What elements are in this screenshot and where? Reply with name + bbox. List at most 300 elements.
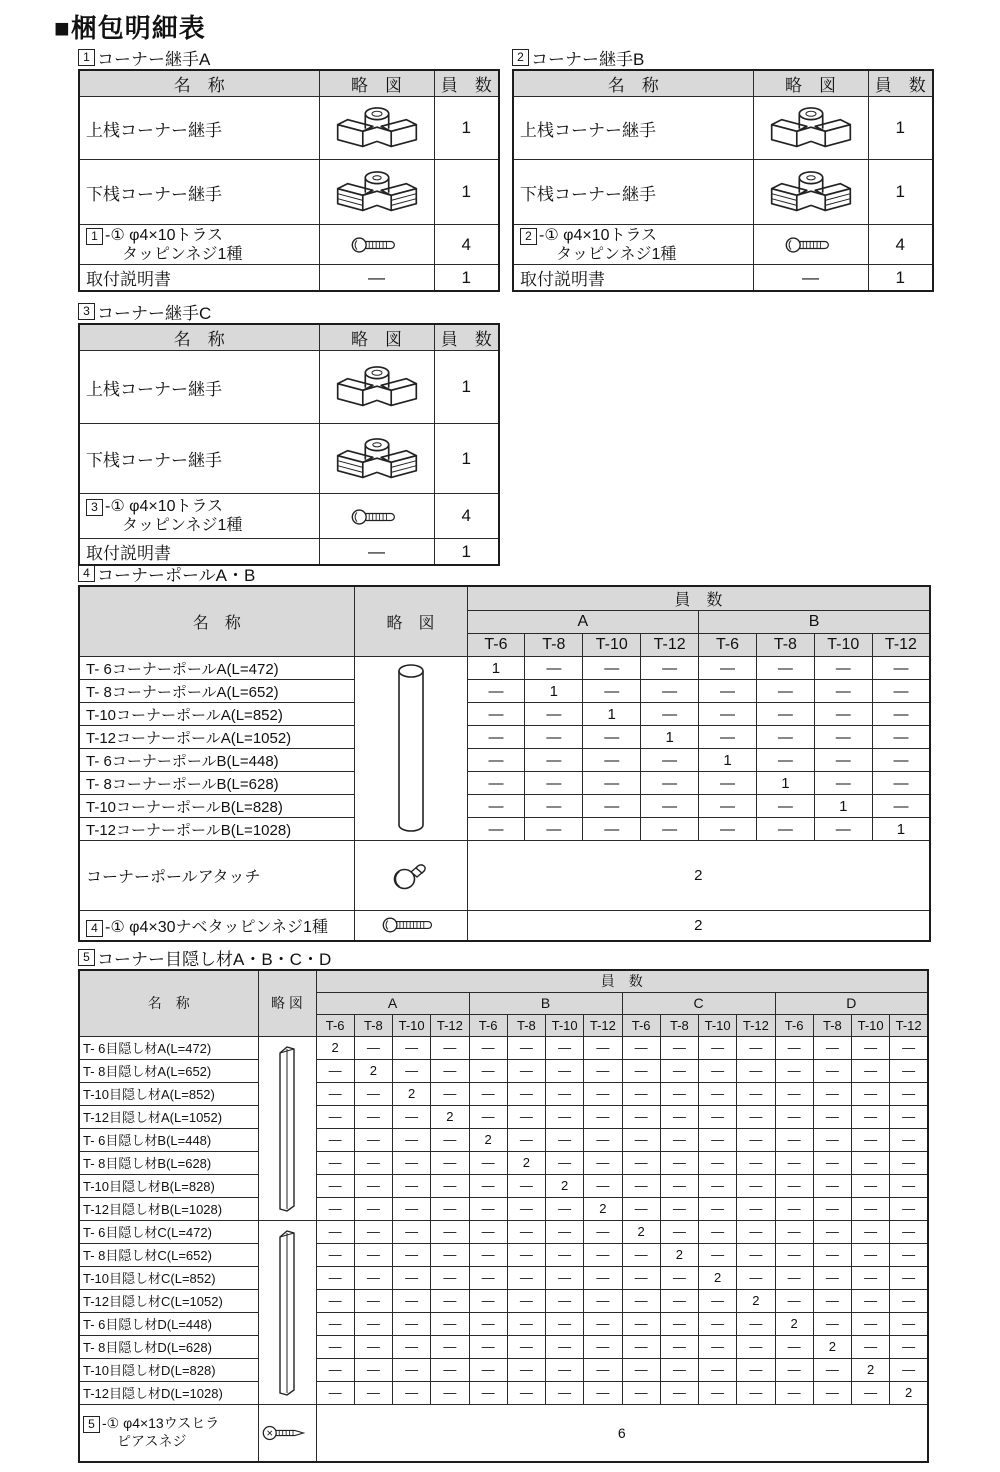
- table-label: [78, 562, 931, 584]
- qty-cell: —: [813, 1243, 851, 1266]
- qty-cell: —: [699, 1105, 737, 1128]
- qty-cell: —: [872, 795, 930, 818]
- qty-cell: —: [660, 1059, 698, 1082]
- qty-cell: —: [467, 726, 525, 749]
- section-corner-joint-c: [78, 300, 500, 566]
- qty-cell: —: [660, 1036, 698, 1059]
- size-header: T-8: [525, 634, 583, 657]
- table-title: コーナー継手C: [97, 303, 212, 323]
- qty-cell: —: [393, 1105, 431, 1128]
- size-header: T-8: [507, 1014, 545, 1036]
- part-name-line2: タッピンネジ1種: [122, 245, 243, 263]
- qty-cell: —: [431, 1151, 469, 1174]
- qty-cell: —: [890, 1335, 928, 1358]
- table-row: [513, 225, 933, 265]
- part-ref-box: 3: [86, 499, 103, 516]
- page-title: ■梱包明細表: [54, 13, 206, 43]
- qty-cell: —: [469, 1197, 507, 1220]
- item-name-cell: T- 8目隠し材B(L=628): [79, 1151, 258, 1174]
- table-title: コーナー目隠し材A・B・C・D: [97, 949, 332, 969]
- qty-cell: —: [546, 1105, 584, 1128]
- qty-cell: —: [546, 1381, 584, 1404]
- qty-cell: —: [852, 1243, 890, 1266]
- qty-cell: —: [660, 1312, 698, 1335]
- qty-cell: —: [546, 1082, 584, 1105]
- qty-cell: —: [431, 1128, 469, 1151]
- column-header-name: 名 称: [79, 586, 354, 657]
- qty-cell: 1: [641, 726, 699, 749]
- cover-material-profile-icon: [274, 1303, 300, 1318]
- parts-table: [78, 323, 500, 566]
- table-row: [79, 1174, 928, 1197]
- qty-cell: 6: [316, 1404, 928, 1462]
- qty-cell: —: [622, 1266, 660, 1289]
- qty-cell: —: [354, 1335, 392, 1358]
- item-name-cell: 下桟コーナー継手: [79, 160, 319, 225]
- qty-cell: —: [890, 1082, 928, 1105]
- lower-corner-joint-icon: [331, 448, 423, 467]
- qty-cell: —: [814, 680, 872, 703]
- qty-cell: —: [546, 1243, 584, 1266]
- qty-cell: 2: [546, 1174, 584, 1197]
- qty-cell: —: [431, 1036, 469, 1059]
- table-row: [79, 424, 499, 494]
- qty-cell: —: [316, 1381, 354, 1404]
- qty-cell: —: [813, 1381, 851, 1404]
- qty-cell: —: [584, 1243, 622, 1266]
- table-row: [79, 795, 930, 818]
- qty-cell: —: [584, 1335, 622, 1358]
- qty-cell: —: [699, 1220, 737, 1243]
- qty-cell: —: [584, 1312, 622, 1335]
- qty-cell: —: [775, 1220, 813, 1243]
- qty-cell: —: [660, 1197, 698, 1220]
- part-name-line2: ピアスネジ: [117, 1433, 187, 1450]
- column-header-sketch: 略 図: [753, 70, 868, 97]
- qty-cell: —: [507, 1358, 545, 1381]
- size-header: T-10: [814, 634, 872, 657]
- qty-cell: 1: [583, 703, 641, 726]
- qty-cell: —: [354, 1358, 392, 1381]
- size-header: T-6: [699, 634, 757, 657]
- qty-cell: —: [775, 1358, 813, 1381]
- qty-cell: —: [431, 1312, 469, 1335]
- table-row: [79, 1197, 928, 1220]
- section-number-box: 1: [78, 49, 95, 66]
- qty-cell: —: [813, 1128, 851, 1151]
- column-header-name: 名 称: [79, 324, 319, 351]
- qty-cell: —: [775, 1036, 813, 1059]
- qty-cell: —: [814, 657, 872, 680]
- qty-cell: —: [469, 1082, 507, 1105]
- qty-cell: —: [890, 1059, 928, 1082]
- qty-cell: —: [354, 1197, 392, 1220]
- qty-cell: —: [699, 1174, 737, 1197]
- qty-cell: —: [316, 1151, 354, 1174]
- item-name-cell: T- 6コーナーポールB(L=448): [79, 749, 354, 772]
- qty-cell: —: [872, 657, 930, 680]
- parts-matrix-table: [78, 585, 931, 942]
- qty-cell: —: [469, 1289, 507, 1312]
- qty-cell: —: [814, 818, 872, 841]
- qty-cell: —: [431, 1381, 469, 1404]
- qty-cell: —: [469, 1335, 507, 1358]
- table-row: [79, 749, 930, 772]
- qty-cell: —: [467, 772, 525, 795]
- parts-table: [512, 69, 934, 292]
- qty-cell: —: [507, 1128, 545, 1151]
- qty-cell: —: [546, 1128, 584, 1151]
- item-name-cell: T-10コーナーポールB(L=828): [79, 795, 354, 818]
- qty-cell: —: [584, 1036, 622, 1059]
- upper-corner-joint-icon: [765, 117, 857, 136]
- qty-cell: —: [660, 1335, 698, 1358]
- qty-cell: —: [622, 1036, 660, 1059]
- lower-corner-joint-icon: [331, 181, 423, 200]
- column-header-qty: 員 数: [434, 324, 499, 351]
- table-row: [513, 160, 933, 225]
- qty-cell: —: [584, 1151, 622, 1174]
- table-row: [79, 1151, 928, 1174]
- column-header-qty: 員 数: [868, 70, 933, 97]
- table-row: [79, 680, 930, 703]
- qty-cell: —: [852, 1197, 890, 1220]
- size-header: T-6: [467, 634, 525, 657]
- qty-cell: —: [622, 1289, 660, 1312]
- qty-cell: —: [393, 1381, 431, 1404]
- qty-cell: —: [890, 1220, 928, 1243]
- part-name: φ4×30ナベタッピンネジ1種: [129, 918, 328, 936]
- pole-attach-icon: [392, 867, 430, 884]
- part-ref-link: -①: [105, 498, 125, 515]
- qty-cell: —: [814, 772, 872, 795]
- table-label: [78, 46, 500, 68]
- qty-cell: —: [316, 1059, 354, 1082]
- qty-cell: —: [546, 1220, 584, 1243]
- qty-cell: 1: [434, 424, 499, 494]
- size-header: T-8: [813, 1014, 851, 1036]
- table-row: [79, 772, 930, 795]
- item-name-cell: T-12目隠し材A(L=1052): [79, 1105, 258, 1128]
- qty-cell: —: [737, 1082, 775, 1105]
- item-name-cell: T-12コーナーポールB(L=1028): [79, 818, 354, 841]
- qty-cell: —: [699, 772, 757, 795]
- qty-cell: —: [316, 1174, 354, 1197]
- qty-cell: —: [890, 1266, 928, 1289]
- qty-cell: —: [393, 1059, 431, 1082]
- qty-cell: —: [393, 1220, 431, 1243]
- qty-cell: —: [699, 1036, 737, 1059]
- section-corner-cover-abcd: [78, 946, 929, 1463]
- part-ref-link: -①: [539, 226, 559, 244]
- part-ref-box: 5: [83, 1416, 100, 1433]
- qty-cell: —: [431, 1335, 469, 1358]
- qty-cell: —: [814, 749, 872, 772]
- part-name-line2: タッピンネジ1種: [556, 245, 677, 263]
- qty-cell: —: [354, 1105, 392, 1128]
- qty-cell: —: [507, 1335, 545, 1358]
- group-header: A: [467, 611, 699, 634]
- qty-cell: —: [431, 1243, 469, 1266]
- part-ref-link: -①: [105, 918, 125, 936]
- qty-cell: —: [431, 1358, 469, 1381]
- qty-cell: —: [354, 1243, 392, 1266]
- table-row: [79, 1105, 928, 1128]
- qty-cell: 1: [872, 818, 930, 841]
- qty-cell: —: [737, 1243, 775, 1266]
- qty-cell: —: [316, 1243, 354, 1266]
- table-label: [78, 946, 929, 968]
- qty-cell: 2: [393, 1082, 431, 1105]
- qty-cell: —: [469, 1243, 507, 1266]
- truss-screw-icon: [785, 235, 837, 254]
- qty-cell: —: [641, 772, 699, 795]
- qty-cell: —: [469, 1358, 507, 1381]
- qty-cell: —: [737, 1128, 775, 1151]
- table-label: [78, 300, 500, 322]
- table-row: [79, 1312, 928, 1335]
- qty-cell: —: [756, 703, 814, 726]
- qty-cell: —: [641, 680, 699, 703]
- qty-cell: —: [467, 703, 525, 726]
- qty-cell: —: [813, 1358, 851, 1381]
- column-header-qty: 員 数: [434, 70, 499, 97]
- table-row: [79, 841, 930, 911]
- qty-cell: —: [660, 1082, 698, 1105]
- qty-cell: 2: [507, 1151, 545, 1174]
- qty-cell: 2: [467, 841, 930, 911]
- qty-cell: —: [393, 1358, 431, 1381]
- qty-cell: —: [354, 1082, 392, 1105]
- table-row: [79, 703, 930, 726]
- group-header: B: [469, 992, 622, 1014]
- group-header: D: [775, 992, 928, 1014]
- size-header: T-6: [775, 1014, 813, 1036]
- upper-corner-joint-icon: [331, 117, 423, 136]
- qty-cell: —: [699, 1289, 737, 1312]
- qty-cell: 2: [775, 1312, 813, 1335]
- qty-cell: —: [431, 1059, 469, 1082]
- qty-cell: —: [316, 1335, 354, 1358]
- size-header: T-10: [393, 1014, 431, 1036]
- item-name-cell: [79, 911, 354, 941]
- qty-cell: —: [737, 1036, 775, 1059]
- qty-cell: —: [813, 1197, 851, 1220]
- qty-cell: 1: [434, 265, 499, 292]
- table-row: [79, 1059, 928, 1082]
- qty-cell: —: [890, 1151, 928, 1174]
- qty-cell: —: [890, 1358, 928, 1381]
- qty-cell: —: [316, 1197, 354, 1220]
- qty-cell: —: [469, 1312, 507, 1335]
- pan-tapping-screw-icon: [382, 916, 440, 933]
- qty-cell: —: [775, 1059, 813, 1082]
- item-name-cell: T-10コーナーポールA(L=852): [79, 703, 354, 726]
- truss-screw-icon: [351, 235, 403, 254]
- group-header: C: [622, 992, 775, 1014]
- item-name-cell: T-10目隠し材A(L=852): [79, 1082, 258, 1105]
- item-name-cell: T- 6コーナーポールA(L=472): [79, 657, 354, 680]
- qty-cell: —: [469, 1036, 507, 1059]
- item-name-cell: T- 8目隠し材A(L=652): [79, 1059, 258, 1082]
- qty-cell: 4: [868, 225, 933, 265]
- table-row: [79, 225, 499, 265]
- qty-cell: —: [775, 1335, 813, 1358]
- item-name-cell: T-10目隠し材D(L=828): [79, 1358, 258, 1381]
- qty-cell: —: [660, 1220, 698, 1243]
- qty-cell: 2: [431, 1105, 469, 1128]
- qty-cell: —: [431, 1174, 469, 1197]
- qty-cell: —: [775, 1174, 813, 1197]
- qty-cell: —: [584, 1059, 622, 1082]
- item-name-cell: 下桟コーナー継手: [79, 424, 319, 494]
- size-header: T-6: [622, 1014, 660, 1036]
- qty-cell: —: [775, 1128, 813, 1151]
- qty-cell: —: [852, 1105, 890, 1128]
- qty-cell: —: [699, 703, 757, 726]
- qty-cell: —: [737, 1174, 775, 1197]
- qty-cell: 2: [660, 1243, 698, 1266]
- qty-cell: —: [872, 772, 930, 795]
- table-row: [79, 1036, 928, 1059]
- column-header-qty: 員 数: [316, 970, 928, 992]
- qty-cell: —: [890, 1036, 928, 1059]
- qty-cell: —: [507, 1312, 545, 1335]
- qty-cell: —: [814, 726, 872, 749]
- qty-cell: —: [354, 1220, 392, 1243]
- part-ref-link: -①: [105, 226, 125, 244]
- qty-cell: —: [354, 1266, 392, 1289]
- qty-cell: 2: [354, 1059, 392, 1082]
- size-header: T-10: [546, 1014, 584, 1036]
- section-corner-pole-ab: [78, 562, 931, 942]
- table-row: [79, 160, 499, 225]
- qty-cell: 2: [852, 1358, 890, 1381]
- size-header: T-12: [431, 1014, 469, 1036]
- section-number-box: 2: [512, 49, 529, 66]
- table-row: [79, 818, 930, 841]
- qty-cell: —: [546, 1059, 584, 1082]
- qty-cell: —: [354, 1289, 392, 1312]
- qty-cell: —: [890, 1197, 928, 1220]
- item-name-cell: [79, 494, 319, 539]
- sketch-dash: —: [319, 265, 434, 292]
- size-header: T-6: [316, 1014, 354, 1036]
- qty-cell: —: [622, 1335, 660, 1358]
- qty-cell: —: [660, 1151, 698, 1174]
- qty-cell: —: [813, 1174, 851, 1197]
- qty-cell: —: [737, 1335, 775, 1358]
- qty-cell: —: [316, 1105, 354, 1128]
- item-name-cell: 下桟コーナー継手: [513, 160, 753, 225]
- qty-cell: —: [813, 1082, 851, 1105]
- size-header: T-12: [872, 634, 930, 657]
- table-row: [79, 494, 499, 539]
- qty-cell: —: [546, 1335, 584, 1358]
- qty-cell: —: [622, 1082, 660, 1105]
- qty-cell: —: [756, 795, 814, 818]
- qty-cell: 2: [622, 1220, 660, 1243]
- qty-cell: 1: [434, 160, 499, 225]
- qty-cell: 1: [434, 351, 499, 424]
- size-header: T-12: [641, 634, 699, 657]
- qty-cell: —: [622, 1128, 660, 1151]
- table-row: [79, 1082, 928, 1105]
- column-header-qty: 員 数: [467, 586, 930, 611]
- size-header: T-12: [737, 1014, 775, 1036]
- part-name-line1: φ4×10トラス: [129, 498, 224, 515]
- qty-cell: —: [890, 1128, 928, 1151]
- qty-cell: —: [316, 1266, 354, 1289]
- qty-cell: —: [393, 1289, 431, 1312]
- table-row: [79, 351, 499, 424]
- item-name-cell: T- 8コーナーポールB(L=628): [79, 772, 354, 795]
- qty-cell: —: [699, 795, 757, 818]
- table-row: [79, 1358, 928, 1381]
- qty-cell: —: [813, 1105, 851, 1128]
- column-header-sketch: 略 図: [354, 586, 467, 657]
- qty-cell: —: [622, 1059, 660, 1082]
- qty-cell: —: [546, 1036, 584, 1059]
- qty-cell: —: [699, 1243, 737, 1266]
- part-name-line1: φ4×13ウスヒラ: [123, 1415, 220, 1432]
- qty-cell: —: [756, 657, 814, 680]
- qty-cell: 2: [813, 1335, 851, 1358]
- qty-cell: —: [660, 1381, 698, 1404]
- qty-cell: —: [641, 703, 699, 726]
- qty-cell: —: [469, 1220, 507, 1243]
- qty-cell: —: [583, 726, 641, 749]
- qty-cell: —: [775, 1266, 813, 1289]
- truss-screw-icon: [351, 506, 403, 525]
- qty-cell: 1: [434, 539, 499, 566]
- qty-cell: —: [775, 1082, 813, 1105]
- qty-cell: —: [546, 1197, 584, 1220]
- qty-cell: —: [469, 1266, 507, 1289]
- qty-cell: —: [699, 680, 757, 703]
- table-row: [79, 726, 930, 749]
- section-number-box: 4: [78, 565, 95, 582]
- qty-cell: —: [622, 1243, 660, 1266]
- qty-cell: —: [354, 1036, 392, 1059]
- parts-table: [78, 69, 500, 292]
- qty-cell: —: [775, 1381, 813, 1404]
- qty-cell: 1: [868, 265, 933, 292]
- qty-cell: —: [872, 749, 930, 772]
- qty-cell: —: [584, 1358, 622, 1381]
- item-name-cell: 取付説明書: [513, 265, 753, 292]
- item-name-cell: T-12目隠し材B(L=1028): [79, 1197, 258, 1220]
- qty-cell: —: [852, 1289, 890, 1312]
- qty-cell: —: [890, 1312, 928, 1335]
- item-name-cell: T-12目隠し材D(L=1028): [79, 1381, 258, 1404]
- qty-cell: —: [316, 1289, 354, 1312]
- qty-cell: —: [584, 1128, 622, 1151]
- qty-cell: —: [583, 772, 641, 795]
- item-name-cell: T- 8コーナーポールA(L=652): [79, 680, 354, 703]
- upper-corner-joint-icon: [331, 376, 423, 395]
- qty-cell: —: [507, 1059, 545, 1082]
- qty-cell: —: [699, 657, 757, 680]
- qty-cell: —: [775, 1243, 813, 1266]
- qty-cell: —: [622, 1312, 660, 1335]
- qty-cell: —: [852, 1335, 890, 1358]
- qty-cell: —: [393, 1197, 431, 1220]
- qty-cell: —: [507, 1266, 545, 1289]
- qty-cell: —: [813, 1266, 851, 1289]
- qty-cell: —: [525, 703, 583, 726]
- qty-cell: —: [813, 1220, 851, 1243]
